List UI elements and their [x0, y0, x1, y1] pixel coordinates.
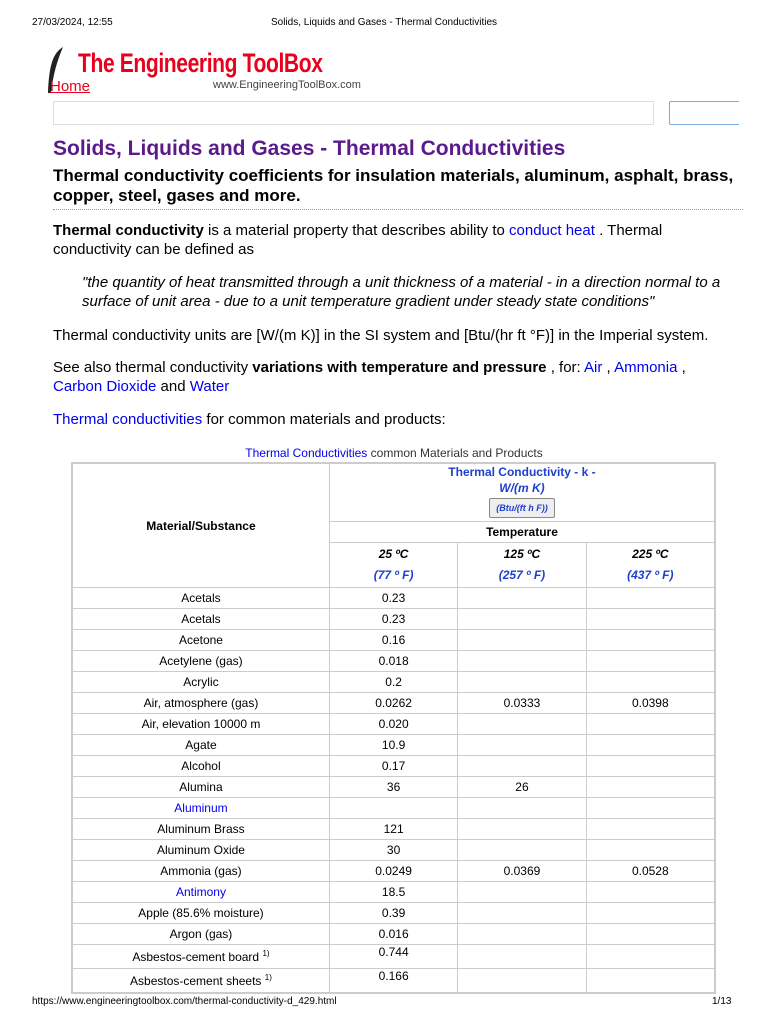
value-cell [586, 714, 715, 735]
table-row [72, 651, 715, 672]
material-name: Alumina [179, 780, 223, 794]
value-cell: 0.2 [329, 672, 457, 693]
table-row [72, 777, 715, 798]
logo-url: www.EngineeringToolBox.com [213, 79, 361, 91]
value-cell: 0.0369 [458, 861, 586, 882]
conductivity-table [71, 462, 716, 994]
value-cell: 0.23 [329, 609, 457, 630]
value-cell: 30 [329, 840, 457, 861]
see-also-paragraph [53, 358, 733, 396]
value-cell [586, 609, 715, 630]
thermal-conductivities-link[interactable]: Thermal conductivities [53, 411, 203, 428]
material-cell [72, 756, 329, 777]
value-cell [458, 735, 586, 756]
value-cell [458, 672, 586, 693]
value-cell [458, 882, 586, 903]
table-row [72, 945, 715, 969]
table-row [72, 861, 715, 882]
material-cell [72, 651, 329, 672]
value-cell [458, 630, 586, 651]
value-cell: 10.9 [329, 735, 457, 756]
table-row [72, 882, 715, 903]
value-cell [586, 840, 715, 861]
temp-c: 25 ºC [378, 547, 409, 561]
material-name: Antimony [175, 885, 226, 899]
footnote-ref: 1) [262, 949, 270, 958]
value-cell: 0.016 [329, 924, 457, 945]
logo-title: The Engineering ToolBox [78, 48, 323, 78]
header-temperature: Temperature [329, 522, 715, 543]
sep: , [602, 359, 615, 376]
material-cell [72, 630, 329, 651]
value-cell: 0.23 [329, 588, 457, 609]
table-row [72, 588, 715, 609]
conduct-heat-link[interactable]: conduct heat [509, 222, 595, 239]
table-row [72, 609, 715, 630]
material-cell [72, 735, 329, 756]
value-cell: 0.0528 [586, 861, 715, 882]
material-cell [72, 969, 329, 993]
material-cell [72, 903, 329, 924]
sep: and [156, 378, 190, 395]
see-also-bold: variations with temperature and pressure [252, 359, 547, 376]
temp-c: 125 ºC [503, 547, 541, 561]
table-row [72, 693, 715, 714]
print-page: 1/13 [712, 996, 732, 1007]
table-row [72, 735, 715, 756]
material-name: Aluminum Brass [157, 822, 245, 836]
material-cell[interactable] [72, 882, 329, 903]
material-cell [72, 588, 329, 609]
temp-f: (437 º F) [627, 568, 674, 582]
value-cell [458, 840, 586, 861]
material-cell [72, 924, 329, 945]
value-cell: 0.17 [329, 756, 457, 777]
intro-text: is a material property that describes ability to [203, 222, 510, 239]
value-cell [586, 798, 715, 819]
temp-f: (77 º F) [373, 568, 414, 582]
value-cell [458, 819, 586, 840]
value-cell: 0.0249 [329, 861, 457, 882]
material-name: Agate [185, 738, 217, 752]
material-cell [72, 693, 329, 714]
table-row [72, 840, 715, 861]
value-cell: 0.16 [329, 630, 457, 651]
header-temp-1 [458, 543, 586, 588]
page-subtitle: Thermal conductivity coefficients for insulation materials, aluminum, asphalt, brass, copper, steel, gases and more. [53, 166, 743, 210]
table-row [72, 630, 715, 651]
value-cell [586, 651, 715, 672]
value-cell [586, 735, 715, 756]
header-conductivity [329, 463, 715, 522]
material-cell [72, 840, 329, 861]
value-cell: 0.0262 [329, 693, 457, 714]
value-cell [458, 588, 586, 609]
material-name: Ammonia (gas) [160, 864, 242, 878]
value-cell [458, 798, 586, 819]
header-temp-2 [586, 543, 715, 588]
material-cell [72, 861, 329, 882]
see-also-for: , for: [546, 359, 585, 376]
value-cell: 26 [458, 777, 586, 798]
home-link[interactable]: Home [50, 78, 91, 95]
value-cell [586, 630, 715, 651]
common-text: for common materials and products: [202, 411, 446, 428]
material-name: Alcohol [181, 759, 221, 773]
value-cell [586, 945, 715, 969]
table-row [72, 756, 715, 777]
material-name: Air, elevation 10000 m [141, 717, 261, 731]
value-cell [458, 714, 586, 735]
value-cell [329, 798, 457, 819]
material-name: Apple (85.6% moisture) [138, 906, 264, 920]
header-k-unit: W/(m K) [499, 481, 545, 495]
material-name: Acetals [181, 591, 221, 605]
table-row [72, 969, 715, 993]
value-cell [586, 672, 715, 693]
value-cell: 0.020 [329, 714, 457, 735]
material-cell [72, 777, 329, 798]
print-title: Solids, Liquids and Gases - Thermal Conductivities [270, 17, 498, 28]
value-cell [458, 756, 586, 777]
common-paragraph [53, 410, 733, 429]
material-cell [72, 672, 329, 693]
temp-f: (257 º F) [498, 568, 546, 582]
ammonia-link[interactable]: Ammonia [614, 359, 678, 376]
table-caption [0, 446, 768, 460]
value-cell [458, 609, 586, 630]
value-cell: 18.5 [329, 882, 457, 903]
material-name: Acrylic [183, 675, 219, 689]
air-link[interactable]: Air [584, 359, 603, 376]
header-material: Material/Substance [72, 463, 329, 588]
page-title: Solids, Liquids and Gases - Thermal Conductivities [53, 137, 566, 160]
value-cell [586, 756, 715, 777]
caption-link[interactable]: Thermal Conductivities [245, 446, 368, 460]
sep: , [677, 359, 686, 376]
value-cell [586, 924, 715, 945]
material-name: Aluminum Oxide [156, 843, 245, 857]
table-row [72, 903, 715, 924]
value-cell: 0.166 [329, 969, 457, 993]
value-cell: 0.0398 [586, 693, 715, 714]
value-cell [586, 903, 715, 924]
material-cell [72, 714, 329, 735]
value-cell: 121 [329, 819, 457, 840]
material-name: Aluminum [174, 801, 228, 815]
definition-quote: "the quantity of heat transmitted through a unit thickness of a material - in a direction normal to a surface of unit area - due to a unit temperature gradient under steady state conditions" [82, 274, 721, 310]
footnote-ref: 1) [264, 972, 272, 982]
material-cell [72, 945, 329, 969]
material-name: Asbestos-cement board [132, 950, 260, 964]
header-temp-0 [329, 543, 457, 588]
table-row [72, 819, 715, 840]
value-cell [458, 945, 586, 969]
value-cell [586, 882, 715, 903]
material-cell [72, 609, 329, 630]
material-cell[interactable] [72, 798, 329, 819]
caption-text: common Materials and Products [367, 446, 543, 460]
material-name: Argon (gas) [169, 927, 233, 941]
water-link[interactable]: Water [189, 378, 230, 395]
units-paragraph: Thermal conductivity units are [W/(m K)] in the SI system and [Btu/(hr ft °F)] in the Imperial system. [53, 327, 709, 344]
value-cell: 0.018 [329, 651, 457, 672]
table-row [72, 924, 715, 945]
table-row [72, 798, 715, 819]
material-name: Asbestos-cement sheets [130, 973, 262, 988]
see-also-text: See also thermal conductivity [53, 359, 253, 376]
table-row [72, 714, 715, 735]
unit-toggle-button[interactable]: (Btu/(ft h F)) [489, 498, 554, 518]
material-name: Air, atmosphere (gas) [143, 696, 259, 710]
value-cell: 0.0333 [458, 693, 586, 714]
print-url: https://www.engineeringtoolbox.com/thermal-conductivity-d_429.html [32, 996, 337, 1007]
value-cell [586, 969, 715, 993]
material-name: Acetals [181, 612, 221, 626]
temp-c: 225 ºC [632, 547, 669, 561]
value-cell [458, 969, 586, 993]
value-cell [458, 924, 586, 945]
value-cell: 0.744 [329, 945, 457, 969]
value-cell: 36 [329, 777, 457, 798]
value-cell [458, 903, 586, 924]
value-cell [458, 651, 586, 672]
value-cell: 0.39 [329, 903, 457, 924]
print-datetime: 27/03/2024, 12:55 [32, 17, 113, 28]
intro-paragraph [53, 221, 733, 259]
carbon-dioxide-link[interactable]: Carbon Dioxide [53, 378, 157, 395]
search-input[interactable] [53, 101, 654, 125]
material-name: Acetylene (gas) [159, 654, 243, 668]
material-name: Acetone [178, 633, 223, 647]
value-cell [586, 777, 715, 798]
header-k: Thermal Conductivity - k - [448, 465, 596, 479]
material-cell [72, 819, 329, 840]
search-button[interactable] [669, 101, 739, 125]
intro-text-2: . Thermal conductivity can be defined as [53, 222, 663, 258]
value-cell [586, 588, 715, 609]
value-cell [586, 819, 715, 840]
table-row [72, 672, 715, 693]
intro-bold: Thermal conductivity [53, 222, 204, 239]
